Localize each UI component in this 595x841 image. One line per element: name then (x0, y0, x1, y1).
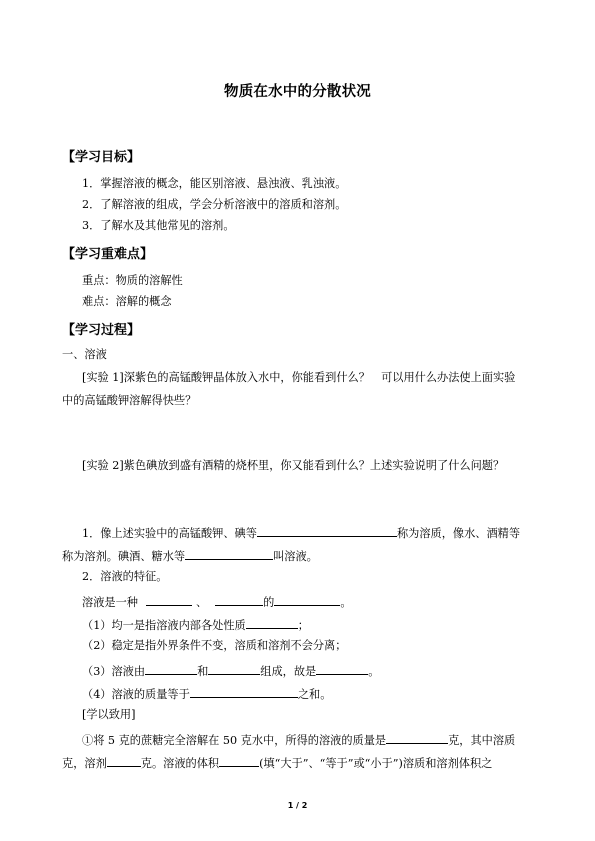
experiment-1-line-2: 中的高锰酸钾溶解得快些？ (62, 394, 197, 407)
goal-item-1: 1．掌握溶液的概念，能区别溶液、悬浊液、乳浊液。 (82, 177, 347, 190)
component-blank-2[interactable] (208, 662, 260, 675)
question-1-text-d: 叫溶液。 (273, 550, 318, 563)
page-number: 1 / 2 (287, 801, 308, 810)
process-heading: 【学习过程】 (62, 323, 141, 338)
question-1-text-b: 称为溶质，像水、酒精等 (396, 527, 521, 540)
mixture-blank[interactable] (316, 662, 368, 675)
property-blank-2[interactable] (215, 593, 263, 606)
feature-item-3-text-a: （3）溶液由 (82, 665, 146, 678)
solution-mass-blank[interactable] (386, 731, 448, 744)
key-point-focus: 重点：物质的溶解性 (82, 274, 183, 287)
question-1-text-c: 称为溶剂。碘酒、糖水等 (62, 550, 186, 563)
key-points-heading: 【学习重难点】 (62, 247, 154, 262)
solution-definition-text-d: 。 (340, 596, 352, 609)
solution-definition-text-b: 、 (195, 596, 208, 609)
apply-text-b: 克，其中溶质 (448, 734, 516, 747)
apply-question-line-1 (82, 731, 515, 748)
goal-item-3: 3．了解水及其他常见的溶剂。 (82, 219, 235, 232)
mixture-type-blank[interactable] (274, 593, 340, 606)
property-blank-1[interactable] (146, 593, 192, 606)
page-title: 物质在水中的分散状况 (224, 84, 371, 100)
apply-text-c: 克，溶剂 (62, 757, 107, 770)
apply-text-e: (填“大于”、“等于”或“小于”)溶质和溶剂体积之 (259, 757, 493, 770)
feature-item-4 (82, 685, 331, 702)
goal-item-2: 2．了解溶液的组成，学会分析溶液中的溶质和溶剂。 (82, 198, 347, 211)
solution-definition-text-a: 溶液是一种 (82, 596, 138, 609)
question-1-text-a: 1．像上述实验中的高锰酸钾、碘等 (82, 527, 257, 540)
solution-definition-text-c: 的 (263, 596, 275, 609)
feature-item-1-text-a: （1）均一是指溶液内部各处性质 (82, 619, 246, 632)
feature-item-4-text-a: （4）溶液的质量等于 (82, 688, 190, 701)
experiment-2: [实验 2]紫色碘放到盛有酒精的烧杯里，你又能看到什么？上述实验说明了什么问题？ (82, 459, 505, 472)
solution-definition-line (82, 593, 352, 610)
key-point-difficulty: 难点：溶解的概念 (82, 295, 172, 308)
part-one-label: 一、溶液 (62, 348, 107, 361)
solute-blank[interactable] (257, 524, 397, 537)
feature-item-3-text-b: 和 (197, 665, 209, 678)
feature-item-3-text-c: 组成，故是 (260, 665, 317, 678)
apply-text-a: ①将 5 克的蔗糖完全溶解在 50 克水中，所得的溶液的质量是 (82, 734, 387, 747)
feature-item-4-text-b: 之和。 (297, 688, 332, 701)
mass-sum-blank[interactable] (190, 685, 298, 698)
apply-text-d: 克。溶液的体积 (140, 757, 220, 770)
question-1-line-2 (62, 547, 318, 564)
question-1-line-1 (82, 524, 520, 541)
feature-item-3 (82, 662, 379, 679)
apply-heading: [学以致用] (82, 708, 136, 721)
feature-item-3-text-d: 。 (368, 665, 380, 678)
solvent-mass-blank[interactable] (107, 754, 141, 767)
question-2: 2．溶液的特征。 (82, 570, 168, 583)
solution-blank[interactable] (185, 547, 273, 560)
experiment-1-line-1: [实验 1]深紫色的高锰酸钾晶体放入水中，你能看到什么？ 可以用什么办法使上面实验 (82, 371, 516, 384)
feature-item-1-text-b: ； (297, 619, 309, 632)
volume-comparison-blank[interactable] (219, 754, 259, 767)
feature-item-1 (82, 616, 309, 633)
goals-heading: 【学习目标】 (62, 150, 141, 165)
apply-question-line-2 (62, 754, 492, 771)
feature-item-2: （2）稳定是指外界条件不变，溶质和溶剂不会分离； (82, 639, 347, 652)
uniform-property-blank[interactable] (246, 616, 298, 629)
component-blank-1[interactable] (145, 662, 197, 675)
